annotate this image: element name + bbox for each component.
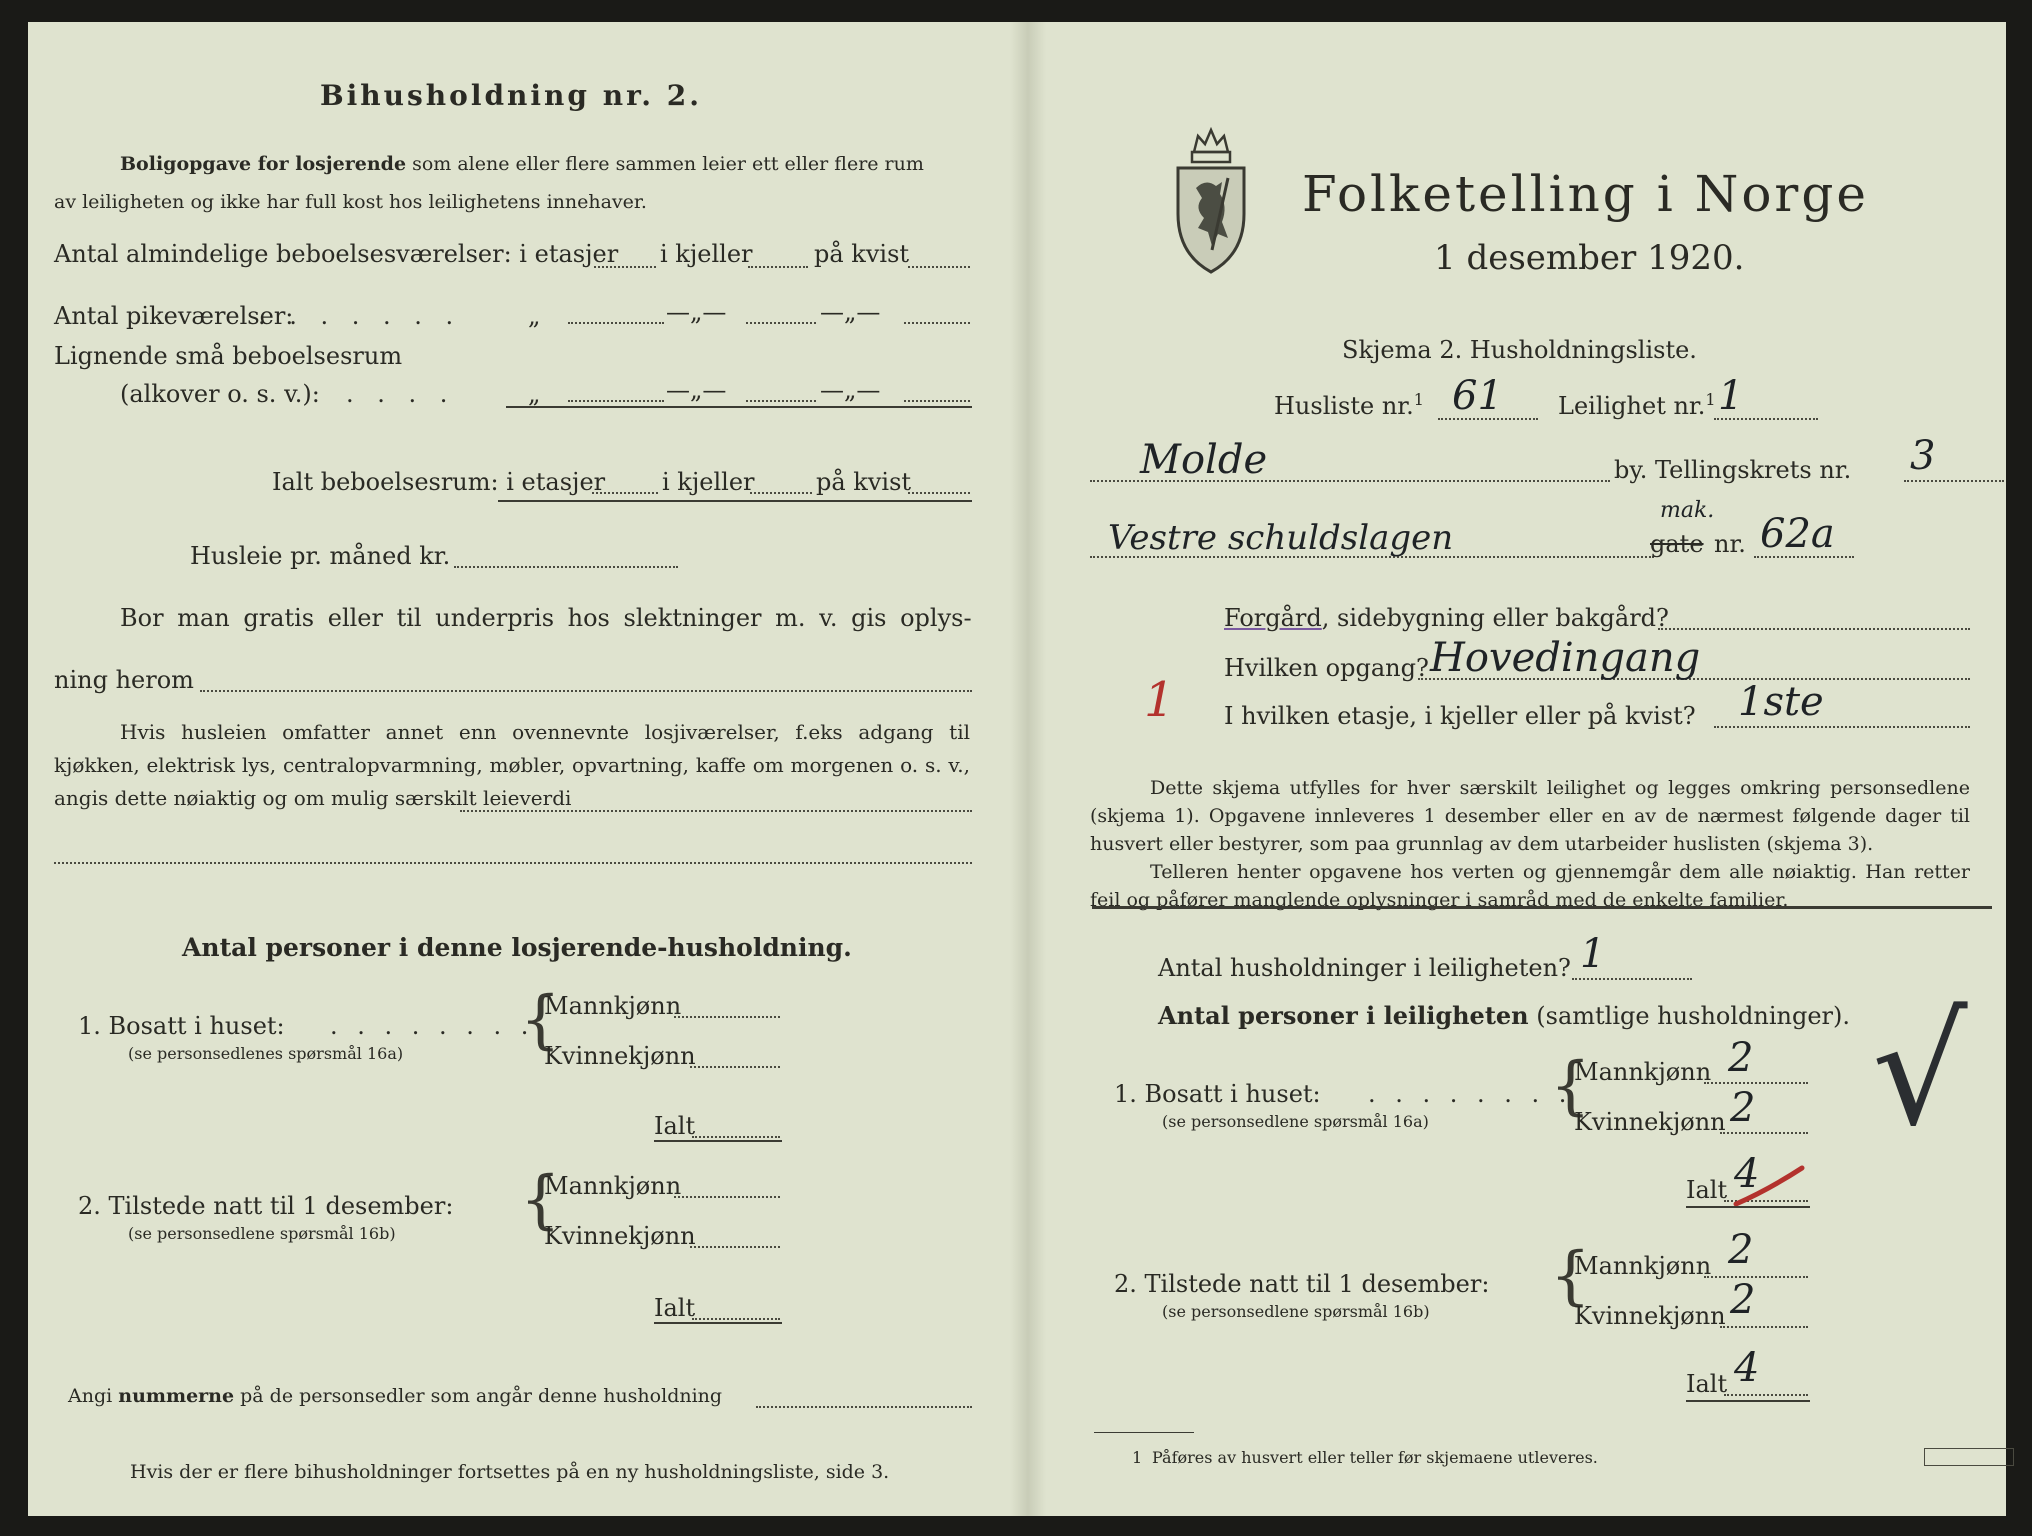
printer-stamp-icon — [1924, 1448, 2014, 1466]
left-q1-kvinne: Kvinnekjønn — [544, 1042, 696, 1070]
left-persons-title: Antal personer i denne losjerende-husholdning. — [182, 933, 852, 962]
ialt-i-kjeller: i kjeller — [662, 468, 755, 496]
intro-rest: som alene eller flere sammen leier ett eller flere rum — [406, 153, 924, 175]
angi-text — [68, 1384, 722, 1408]
right-q2-mann-value: 2 — [1728, 1227, 1754, 1273]
left-q1-brace: { — [520, 983, 561, 1057]
right-q2-ialt-field — [1724, 1394, 1808, 1396]
left-q2-kvinne: Kvinnekjønn — [544, 1222, 696, 1250]
left-title: Bihusholdning nr. 2. — [320, 79, 702, 112]
right-q2-kvinne-value: 2 — [1730, 1277, 1756, 1323]
right-q2-kvinne: Kvinnekjønn — [1574, 1302, 1726, 1330]
instructions-divider — [1092, 906, 1992, 909]
left-q2-label: 2. Tilstede natt til 1 desember: — [78, 1192, 454, 1220]
intro-bold: Boligopgave for losjerende — [120, 153, 407, 175]
pike-field-3 — [904, 322, 970, 324]
etasje-question: I hvilken etasje, i kjeller eller på kvist? — [1224, 702, 1696, 730]
alkover-label: (alkover o. s. v.): — [120, 380, 320, 408]
pike-ditto-3: —„— — [820, 298, 881, 326]
right-q1-label: 1. Bosatt i huset: — [1114, 1080, 1321, 1108]
angi-pre: Angi — [68, 1385, 119, 1407]
right-date: 1 desember 1920. — [1434, 238, 1745, 278]
ialt-paa-kvist: på kvist — [816, 468, 912, 496]
alkover-field-1 — [568, 400, 664, 402]
pike-ditto-1: „ — [528, 302, 541, 330]
left-q1-label: 1. Bosatt i huset: — [78, 1012, 285, 1040]
husleie-field — [454, 566, 678, 568]
alkover-ditto-3: —„— — [820, 376, 881, 404]
angi-post: på de personsedler som angår denne husholdning — [234, 1385, 723, 1407]
left-q2-ialt: Ialt — [654, 1294, 696, 1322]
alkover-ditto-1: „ — [528, 380, 541, 408]
opgang-question: Hvilken opgang? — [1224, 654, 1429, 682]
footnote-text: Påføres av husvert eller teller før skjemaene utleveres. — [1152, 1448, 1598, 1467]
ialt-rooms-label: Ialt beboelsesrum: i etasjer — [272, 468, 606, 496]
rooms-kjeller-field — [748, 266, 808, 268]
right-q2-label: 2. Tilstede natt til 1 desember: — [1114, 1270, 1490, 1298]
rooms-kvist-field — [908, 266, 970, 268]
pike-dots: . . . . . . . — [258, 302, 462, 330]
left-q2-mann: Mannkjønn — [544, 1172, 682, 1200]
hvis-field-2 — [54, 862, 972, 864]
leilighet-label: Leilighet nr.$^1$ — [1558, 390, 1716, 420]
gate-nr-value: 62a — [1760, 511, 1835, 557]
husliste-value: 61 — [1452, 373, 1503, 419]
ialt-rooms-line — [498, 500, 972, 502]
ialt-etasjer-field — [592, 492, 658, 494]
forgard-field — [1658, 628, 1970, 630]
right-q1-kvinne: Kvinnekjønn — [1574, 1108, 1726, 1136]
hush-question: Antal husholdninger i leiligheten? — [1158, 954, 1571, 982]
pike-ditto-2: —„— — [666, 298, 727, 326]
leilighet-value: 1 — [1718, 373, 1744, 419]
right-q1-mann-field — [1704, 1082, 1808, 1084]
left-q1-ialt: Ialt — [654, 1112, 696, 1140]
forgard-rest: , sidebygning eller bakgård? — [1321, 604, 1669, 632]
left-q1-dots: . . . . . . . . — [330, 1012, 535, 1040]
forgard-question — [1224, 604, 1669, 632]
left-page — [28, 22, 1018, 1516]
alkover-sum-line — [506, 406, 972, 408]
right-q2-brace: { — [1550, 1239, 1591, 1313]
left-q1-mann: Mannkjønn — [544, 992, 682, 1020]
right-q2-ialt-value: 4 — [1734, 1345, 1760, 1391]
gate-correction: mak. — [1660, 498, 1715, 523]
right-q2-mann-field — [1704, 1276, 1808, 1278]
instructions-paragraph: Dette skjema utfylles for hver særskilt leilighet og legges omkring personsedlene (skjema 1). Opgavene innleveres 1 desember eller en av de nærmest følgende dager til husvert eller bestyrer, som paa grunnlag av dem utarbeider huslisten (skjema 3). — [1090, 777, 1970, 855]
left-q1-kvinne-field — [690, 1066, 780, 1068]
right-q1-kvinne-value: 2 — [1730, 1085, 1756, 1131]
right-q2-kvinne-field — [1720, 1326, 1808, 1328]
right-q2-mann: Mannkjønn — [1574, 1252, 1712, 1280]
right-q2-ialt-line — [1686, 1400, 1810, 1402]
rooms-paa-kvist: på kvist — [814, 240, 910, 268]
left-q1-ialt-line — [654, 1140, 782, 1142]
footnote-number: 1 — [1132, 1448, 1143, 1467]
check-mark: √ — [1872, 985, 1968, 1159]
ialt-kjeller-field — [750, 492, 812, 494]
right-q2-note: (se personsedlene spørsmål 16b) — [1162, 1302, 1430, 1321]
krets-field — [1904, 480, 2004, 482]
etasje-field — [1714, 726, 1970, 728]
pike-label: Antal pikeværelser: — [54, 302, 294, 330]
right-q1-dots: . . . . . . . . — [1368, 1080, 1573, 1108]
right-persons-title — [1158, 1002, 1850, 1030]
intro-line-1 — [120, 152, 924, 176]
red-pencil-mark: 1 — [1144, 672, 1175, 728]
hush-value: 1 — [1580, 931, 1606, 977]
pike-field-2 — [746, 322, 816, 324]
rooms-i-kjeller: i kjeller — [660, 240, 753, 268]
hvis-field — [460, 810, 972, 812]
alkover-field-2 — [746, 400, 816, 402]
pike-field-1 — [568, 322, 664, 324]
left-footer: Hvis der er flere bihusholdninger fortsettes på en ny husholdningsliste, side 3. — [130, 1461, 890, 1483]
intro-line-2: av leiligheten og ikke har full kost hos leilighetens innehaver. — [54, 191, 647, 213]
krets-value: 3 — [1910, 433, 1936, 479]
angi-field — [756, 1406, 972, 1408]
left-q1-mann-field — [674, 1016, 780, 1018]
alkover-field-3 — [904, 400, 970, 402]
gate-label: gate — [1650, 530, 1704, 558]
forgard-word: Forgård — [1224, 604, 1322, 632]
right-title: Folketelling i Norge — [1302, 165, 1869, 223]
left-q2-kvinne-field — [690, 1246, 780, 1248]
left-q2-brace: { — [520, 1163, 561, 1237]
lignende-label: Lignende små beboelsesrum — [54, 342, 403, 370]
red-strike-icon — [1728, 1162, 1808, 1212]
husliste-label: Husliste nr.$^1$ — [1274, 390, 1424, 420]
hush-field — [1572, 978, 1692, 980]
bor-line-1: Bor man gratis eller til underpris hos slektninger m. v. gis oplys- — [120, 604, 972, 632]
right-persons-rest: (samtlige husholdninger). — [1528, 1002, 1851, 1030]
gate-value: Vestre schuldslagen — [1108, 518, 1454, 558]
footnote-rule — [1094, 1432, 1194, 1433]
ialt-kvist-field — [908, 492, 970, 494]
left-q2-note: (se personsedlene spørsmål 16b) — [128, 1224, 396, 1243]
left-q1-note: (se personsedlenes spørsmål 16a) — [128, 1044, 404, 1063]
skjema-label: Skjema 2. Husholdningsliste. — [1342, 336, 1697, 364]
left-q1-ialt-field — [692, 1136, 780, 1138]
opgang-value: Hovedingang — [1430, 635, 1701, 681]
alkover-dots: . . . . — [346, 380, 456, 408]
census-form-sheet — [28, 22, 2006, 1516]
right-q1-ialt-value: 4 — [1734, 1151, 1760, 1197]
rooms-label: Antal almindelige beboelsesværelser: i etasjer — [54, 240, 619, 268]
right-page — [1038, 22, 2006, 1516]
right-q1-ialt: Ialt — [1686, 1176, 1728, 1204]
husleie-label: Husleie pr. måned kr. — [190, 542, 451, 570]
by-label: by. Tellingskrets nr. — [1614, 456, 1852, 484]
right-q1-brace: { — [1550, 1049, 1591, 1123]
left-q2-ialt-field — [692, 1318, 780, 1320]
left-q2-mann-field — [674, 1196, 780, 1198]
bor-line-2: ning herom — [54, 666, 194, 694]
alkover-ditto-2: —„— — [666, 376, 727, 404]
right-q1-ialt-line — [1686, 1206, 1810, 1208]
right-persons-bold: Antal personer i leiligheten — [1158, 1001, 1529, 1030]
right-q2-ialt: Ialt — [1686, 1370, 1728, 1398]
norway-coat-of-arms-icon — [1172, 122, 1250, 276]
right-q1-kvinne-field — [1720, 1132, 1808, 1134]
right-q1-mann-value: 2 — [1728, 1035, 1754, 1081]
hvis-paragraph: Hvis husleien omfatter annet enn ovennevnte losjiværelser, f.eks adgang til kjøkken, elektrisk lys, centralopvarmning, møbler, opvartning, kaffe om morgenen o. s. v., angis dette nøiaktig og om mulig særskilt leieverdi — [54, 720, 970, 810]
left-q2-ialt-line — [654, 1322, 782, 1324]
etasje-value: 1ste — [1738, 679, 1824, 725]
right-q1-mann: Mannkjønn — [1574, 1058, 1712, 1086]
bor-field — [200, 690, 972, 692]
right-q1-note: (se personsedlene spørsmål 16a) — [1162, 1112, 1429, 1131]
rooms-etasjer-field — [594, 266, 656, 268]
by-value: Molde — [1140, 437, 1268, 483]
instructions-paragraph-2: Telleren henter opgavene hos verten og gjennemgår dem alle nøiaktig. Han retter feil og påfører manglende oplysninger i samråd med de enkelte familier. — [1090, 861, 1970, 911]
gate-nr-label: nr. — [1714, 530, 1746, 558]
angi-bold: nummerne — [118, 1385, 235, 1407]
